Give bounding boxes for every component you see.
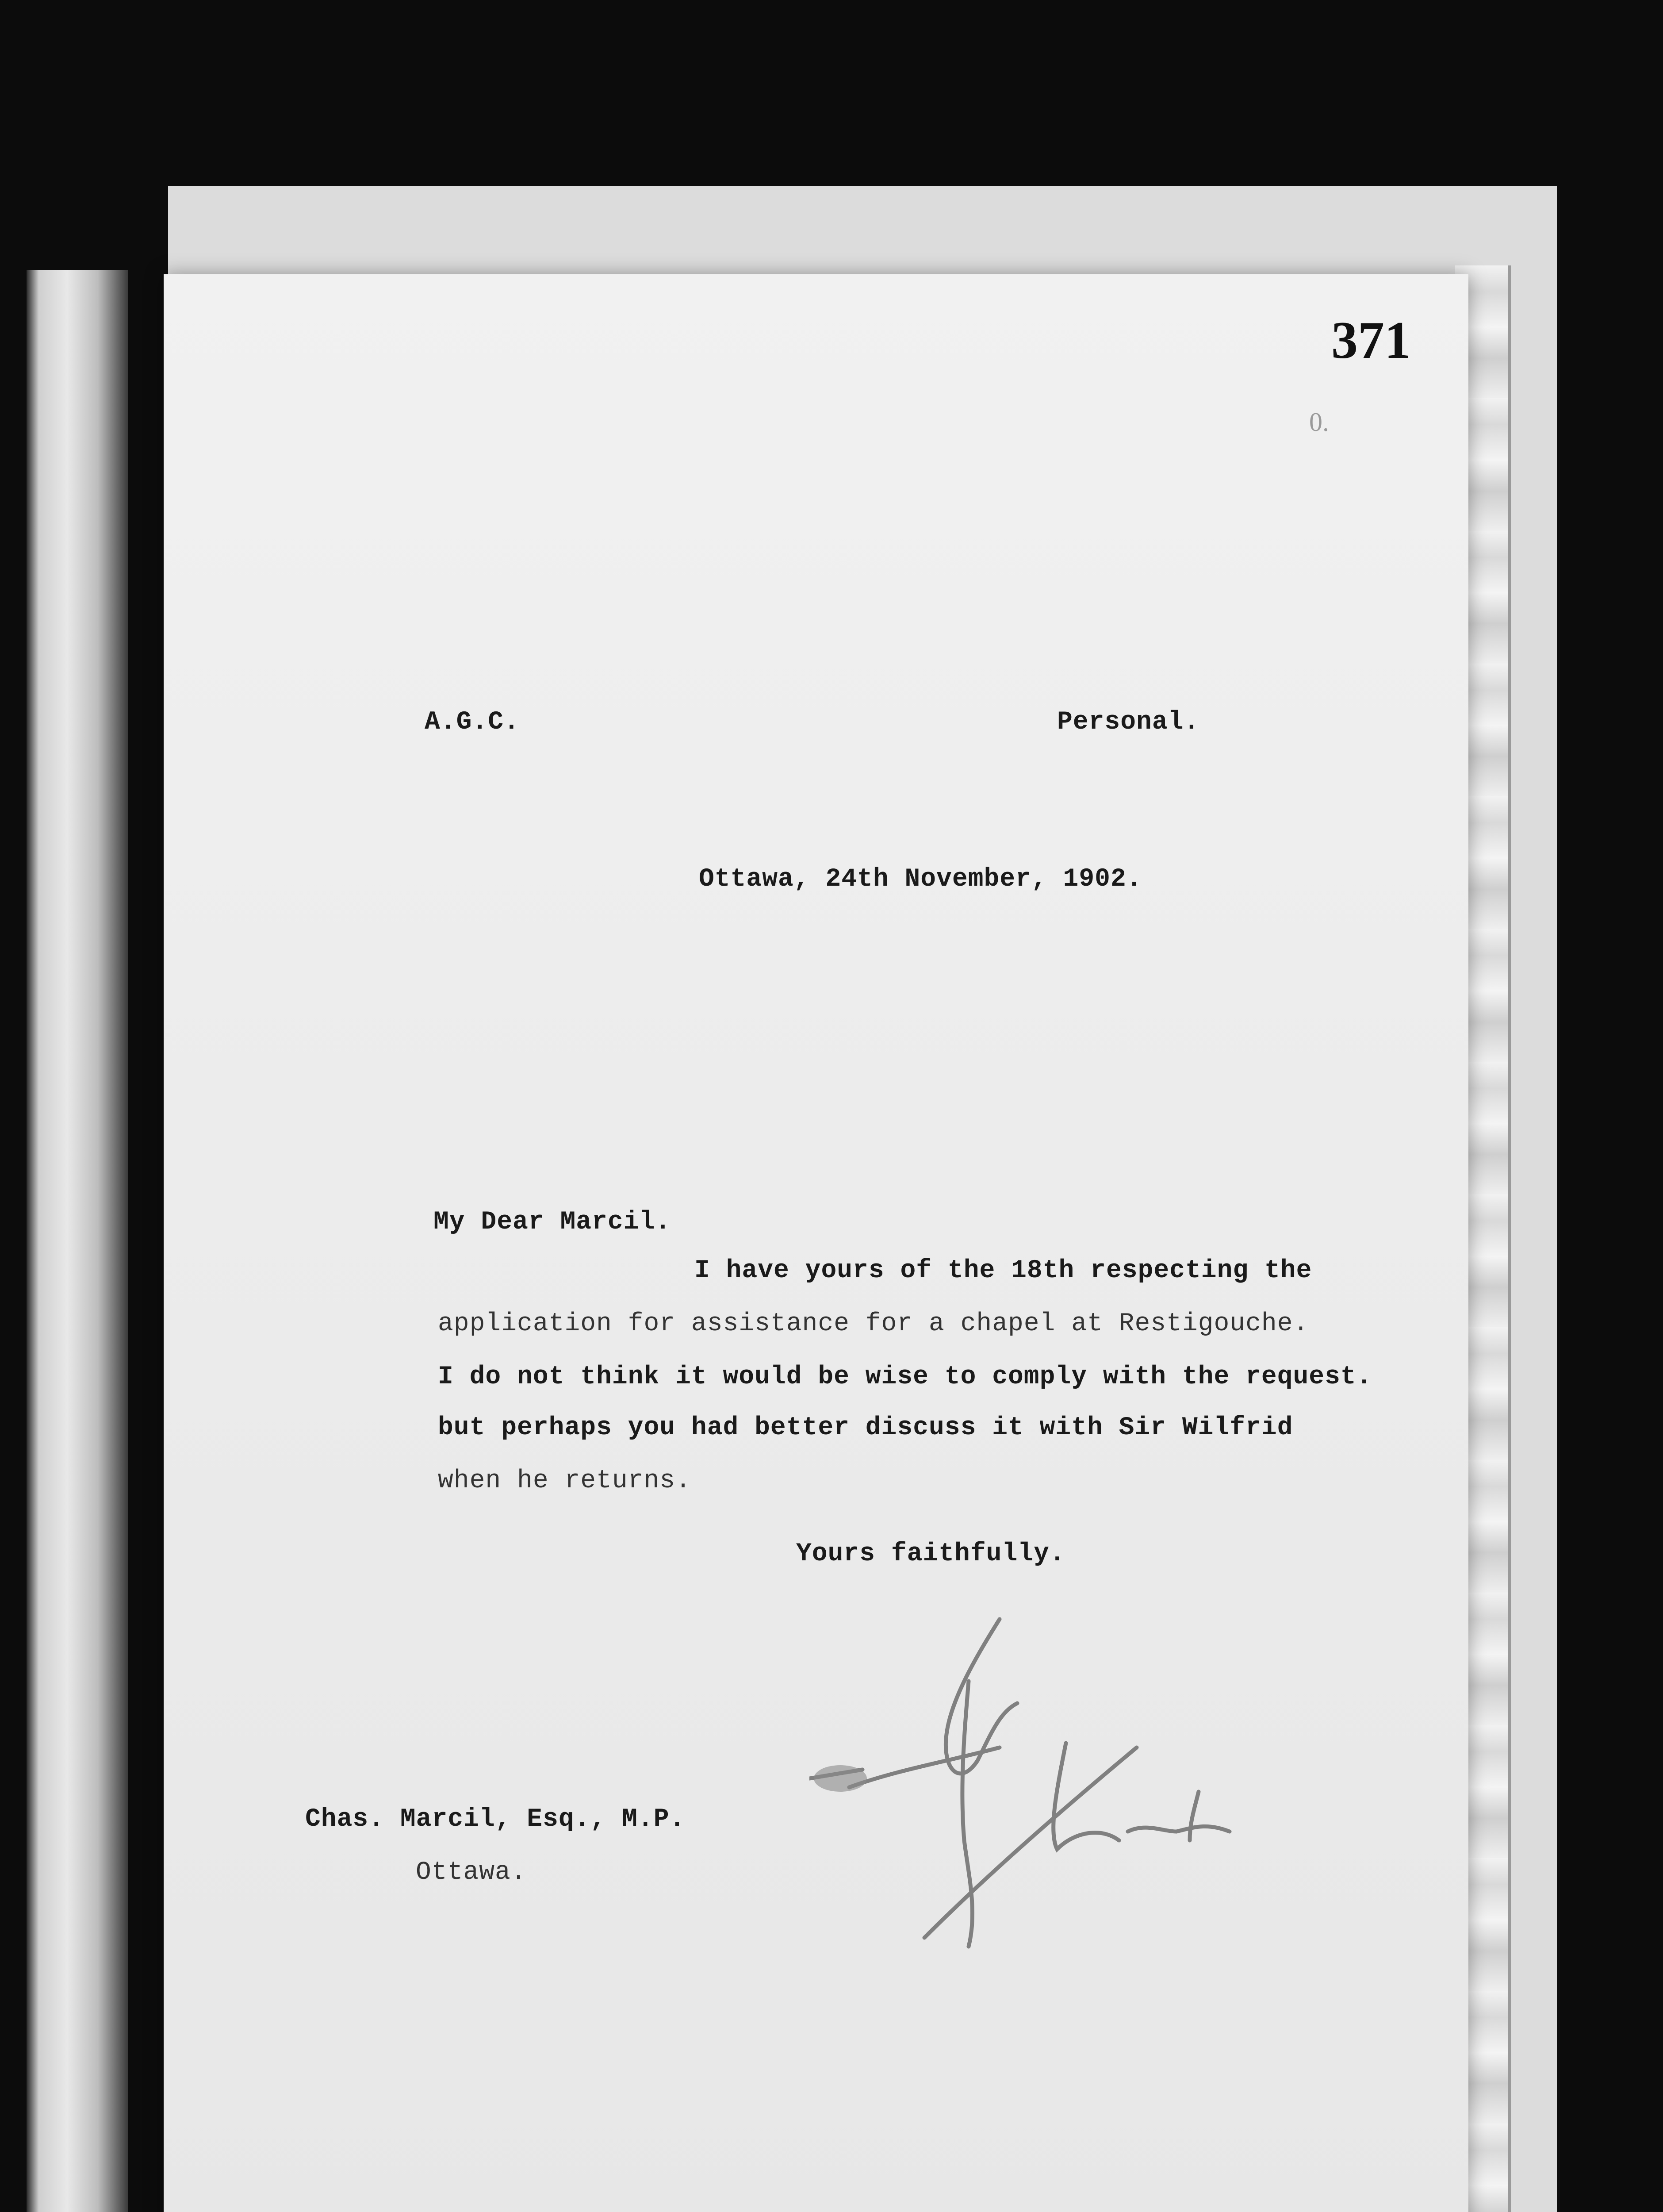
salutation: My Dear Marcil. bbox=[433, 1208, 671, 1237]
body-line: I do not think it would be wise to comply with the request. bbox=[438, 1363, 1372, 1391]
film-edge-strip bbox=[27, 270, 128, 2212]
closing: Yours faithfully. bbox=[796, 1540, 1065, 1568]
page-number: 371 bbox=[1331, 311, 1411, 369]
handwritten-signature bbox=[809, 1601, 1274, 1969]
body-line: I have yours of the 18th respecting the bbox=[694, 1256, 1312, 1285]
place-date: Ottawa, 24th November, 1902. bbox=[699, 865, 1142, 894]
file-reference: A.G.C. bbox=[425, 708, 520, 737]
recipient-city: Ottawa. bbox=[416, 1858, 527, 1887]
body-line: application for assistance for a chapel at Restigouche. bbox=[438, 1310, 1309, 1338]
classification-label: Personal. bbox=[1057, 708, 1200, 737]
recipient-name: Chas. Marcil, Esq., M.P. bbox=[305, 1805, 686, 1834]
body-line: when he returns. bbox=[438, 1467, 691, 1495]
body-line: but perhaps you had better discuss it with Sir Wilfrid bbox=[438, 1413, 1293, 1442]
margin-mark: 0. bbox=[1309, 407, 1329, 437]
